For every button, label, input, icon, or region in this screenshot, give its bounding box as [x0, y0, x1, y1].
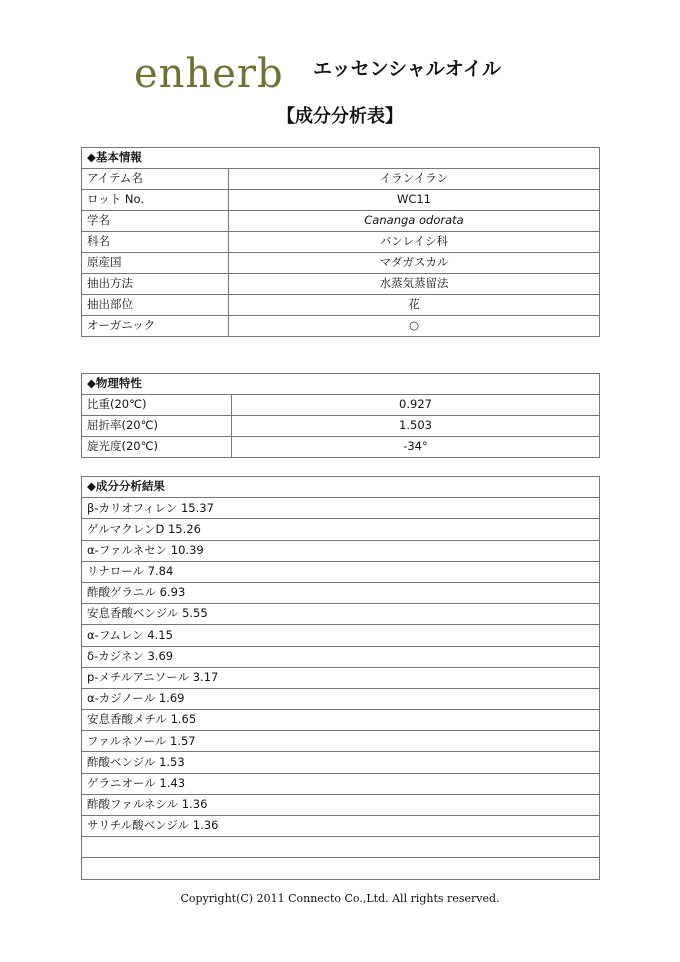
- component-entry: α-カジノール 1.69: [82, 688, 600, 709]
- section-header-row: [82, 374, 600, 395]
- table-row: [82, 190, 600, 211]
- component-entry: ゲルマクレンD 15.26: [82, 519, 600, 540]
- row-label: 原産国: [82, 253, 229, 274]
- table-row: [82, 667, 600, 688]
- table-row: [82, 316, 600, 337]
- row-label: 比重(20℃): [82, 395, 232, 416]
- table-row: [82, 688, 600, 709]
- row-label: オーガニック: [82, 316, 229, 337]
- row-label: 屈折率(20℃): [82, 416, 232, 437]
- row-value: イランイラン: [229, 169, 600, 190]
- table-row: [82, 731, 600, 752]
- row-label: アイテム名: [82, 169, 229, 190]
- component-entry: 酢酸ゲラニル 6.93: [82, 582, 600, 603]
- section-heading: ◆基本情報: [82, 148, 600, 169]
- table-row: [82, 604, 600, 625]
- scientific-name-value: Cananga odorata: [229, 211, 600, 232]
- table-row: [82, 295, 600, 316]
- component-entry: 安息香酸メチル 1.65: [82, 710, 600, 731]
- row-value: ○: [229, 316, 600, 337]
- table-row: [82, 773, 600, 794]
- component-entry: α-フムレン 4.15: [82, 625, 600, 646]
- document-title: 【成分分析表】: [277, 106, 403, 127]
- row-value: 0.927: [232, 395, 600, 416]
- table-row: [82, 232, 600, 253]
- brand-logo: enherb: [134, 51, 284, 97]
- table-row: [82, 816, 600, 837]
- table-row: [82, 710, 600, 731]
- row-value: 水蒸気蒸留法: [229, 274, 600, 295]
- row-value: 1.503: [232, 416, 600, 437]
- component-entry: ゲラニオール 1.43: [82, 773, 600, 794]
- component-entry: δ-カジネン 3.69: [82, 646, 600, 667]
- component-entry: p-メチルアニソール 3.17: [82, 667, 600, 688]
- component-entry: α-ファルネセン 10.39: [82, 540, 600, 561]
- table-row: [82, 498, 600, 519]
- row-label: 科名: [82, 232, 229, 253]
- row-label: 旋光度(20℃): [82, 437, 232, 458]
- table-row: [82, 646, 600, 667]
- table-row: [82, 794, 600, 815]
- table-row: [82, 437, 600, 458]
- product-type-title: エッセンシャルオイル: [313, 58, 501, 80]
- component-entry: 酢酸ファルネシル 1.36: [82, 794, 600, 815]
- section-heading: ◆成分分析結果: [82, 477, 600, 498]
- analysis-results-table: [81, 476, 600, 880]
- table-row: [82, 752, 600, 773]
- row-value: -34°: [232, 437, 600, 458]
- component-entry: 酢酸ベンジル 1.53: [82, 752, 600, 773]
- row-value: 花: [229, 295, 600, 316]
- table-row: [82, 540, 600, 561]
- row-label: ロット No.: [82, 190, 229, 211]
- copyright-footer: Copyright(C) 2011 Connecto Co.,Ltd. All rights reserved.: [180, 892, 500, 905]
- table-row: [82, 582, 600, 603]
- component-entry: サリチル酸ベンジル 1.36: [82, 816, 600, 837]
- component-entry: β-カリオフィレン 15.37: [82, 498, 600, 519]
- table-row: [82, 211, 600, 232]
- table-row: [82, 837, 600, 858]
- basic-info-table: [81, 147, 600, 337]
- row-label: 抽出部位: [82, 295, 229, 316]
- table-row: [82, 169, 600, 190]
- table-row: [82, 253, 600, 274]
- section-heading: ◆物理特性: [82, 374, 600, 395]
- row-value: マダガスカル: [229, 253, 600, 274]
- section-header-row: [82, 148, 600, 169]
- empty-row: [82, 837, 600, 858]
- component-entry: リナロール 7.84: [82, 561, 600, 582]
- table-row: [82, 561, 600, 582]
- component-entry: 安息香酸ベンジル 5.55: [82, 604, 600, 625]
- row-label: 抽出方法: [82, 274, 229, 295]
- row-label: 学名: [82, 211, 229, 232]
- table-row: [82, 625, 600, 646]
- component-entry: ファルネソール 1.57: [82, 731, 600, 752]
- table-row: [82, 416, 600, 437]
- table-row: [82, 274, 600, 295]
- physical-properties-table: [81, 373, 600, 458]
- empty-row: [82, 858, 600, 879]
- row-value: バンレイシ科: [229, 232, 600, 253]
- table-row: [82, 858, 600, 879]
- row-value: WC11: [229, 190, 600, 211]
- section-header-row: [82, 477, 600, 498]
- table-row: [82, 519, 600, 540]
- table-row: [82, 395, 600, 416]
